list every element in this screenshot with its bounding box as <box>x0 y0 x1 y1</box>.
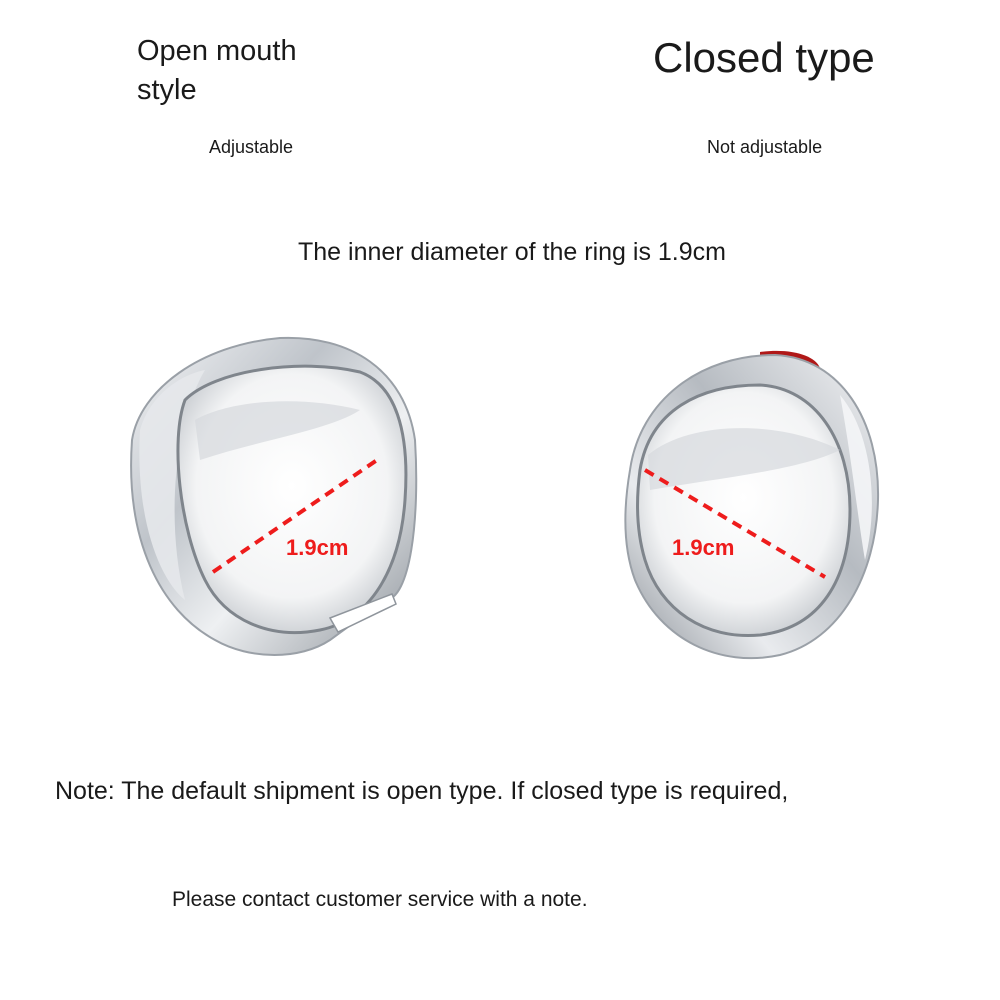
closed-ring-diameter-label: 1.9cm <box>672 535 735 560</box>
not-adjustable-label: Not adjustable <box>707 137 823 157</box>
shipment-note: Note: The default shipment is open type. If closed type is required, <box>55 777 789 805</box>
contact-note: Please contact customer service with a note. <box>172 888 588 911</box>
adjustable-label: Adjustable <box>209 137 294 157</box>
closed-ring-inner <box>637 385 850 636</box>
closed-ring <box>625 351 878 658</box>
open-mouth-style-title: Open mouth style <box>137 35 297 106</box>
open-ring <box>131 338 416 655</box>
inner-diameter-caption: The inner diameter of the ring is 1.9cm <box>298 238 726 266</box>
closed-type-title: Closed type <box>653 34 875 81</box>
open-ring-diameter-label: 1.9cm <box>286 535 349 560</box>
